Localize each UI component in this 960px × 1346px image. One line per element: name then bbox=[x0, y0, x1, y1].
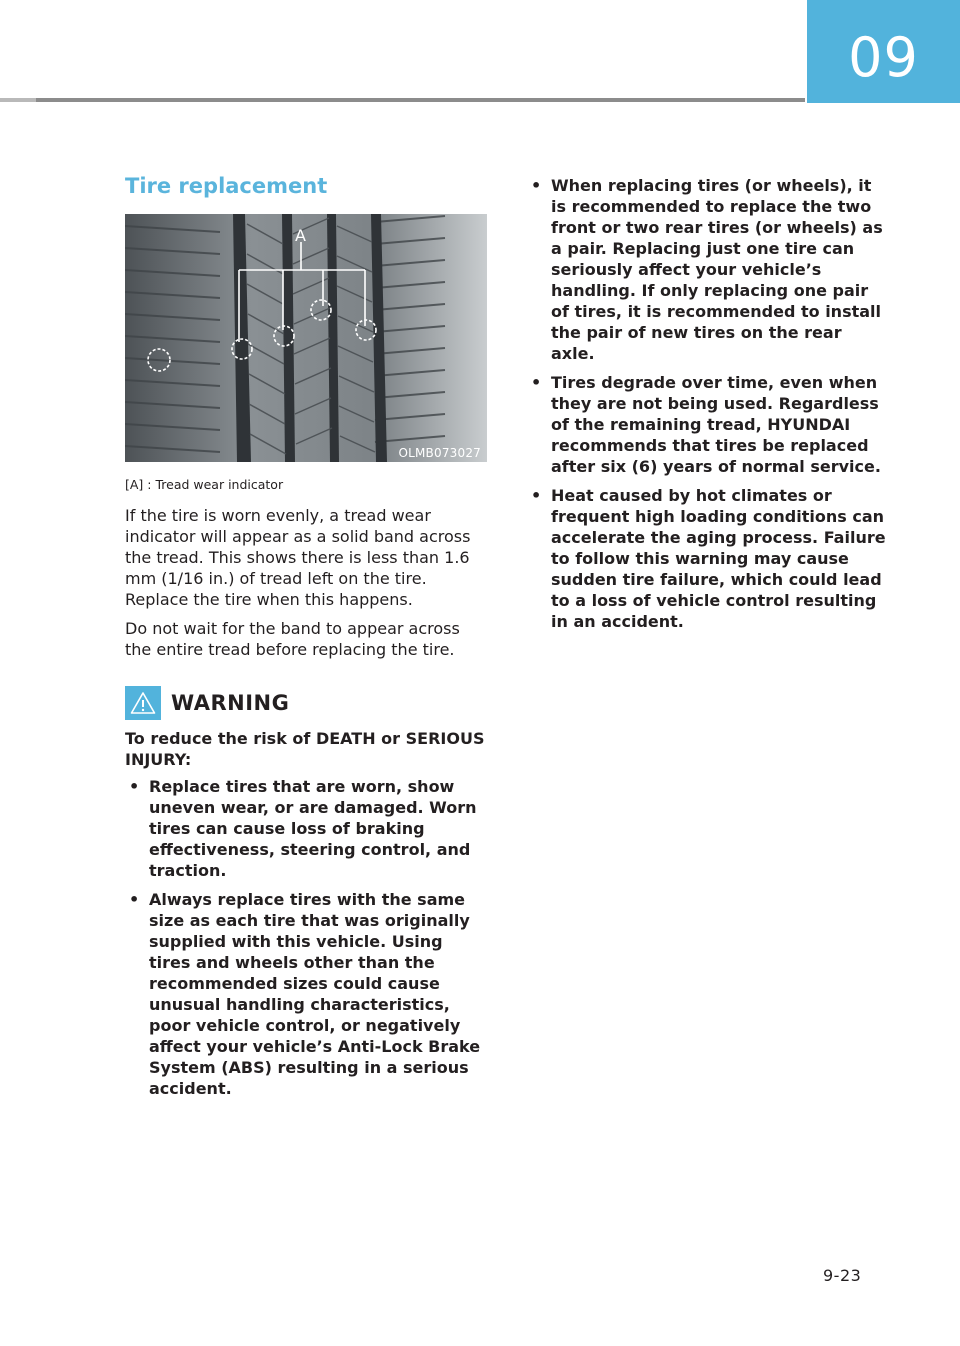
list-item-text: Replace tires that are worn, show uneven wear, or are damaged. Worn tires can cause loss of braking effectiveness, steering control, and traction. bbox=[149, 777, 477, 880]
body-paragraph: Do not wait for the band to appear across the entire tread before replacing the tire. bbox=[125, 619, 460, 659]
callout-label: A bbox=[295, 226, 306, 245]
chapter-tab bbox=[807, 0, 960, 103]
list-item: • Heat caused by hot climates or frequent high loading conditions can accelerate the aging process. Failure to follow this warning may cause sudden tire failure, which could lead to a loss of vehicle control resulting in an accident. bbox=[531, 486, 886, 631]
list-item: • Replace tires that are worn, show uneven wear, or are damaged. Worn tires can cause loss of braking effectiveness, steering control, and traction. bbox=[129, 777, 477, 880]
page-number: 9-23 bbox=[823, 1266, 862, 1285]
warning-triangle-icon bbox=[125, 686, 161, 720]
list-item: • Always replace tires with the same size as each tire that was originally supplied with this vehicle. Using tires and wheels other than the recommended sizes could cause unusual handling characteristics, poor vehicle control, or negatively affect your vehicle’s Anti-Lock Brake System (ABS) resulting in a serious accident. bbox=[129, 890, 481, 1098]
figure-caption: [A] : Tread wear indicator bbox=[125, 477, 284, 492]
list-item: • Tires degrade over time, even when they are not being used. Regardless of the remaining tread, HYUNDAI recommends that tires be replaced after six (6) years of normal service. bbox=[531, 373, 881, 476]
list-item-text: Always replace tires with the same size as each tire that was originally supplied with this vehicle. Using tires and wheels other than the recommended sizes could cause unusual handling characteristics, poor vehicle control, or negatively affect your vehicle’s Anti-Lock Brake System (ABS) resulting in a serious accident. bbox=[149, 890, 481, 1098]
list-item-text: Tires degrade over time, even when they are not being used. Regardless of the remaining tread, HYUNDAI recommends that tires be replaced after six (6) years of normal service. bbox=[551, 373, 881, 476]
tire-tread-illustration bbox=[125, 214, 487, 462]
list-item: • When replacing tires (or wheels), it is recommended to replace the two front or two rear tires (or wheels) as a pair. Replacing just one tire can seriously affect your vehicle’s handling. If only replacing one pair of tires, it is recommended to install the pair of new tires on the rear axle. bbox=[531, 176, 883, 363]
left-column bbox=[125, 170, 488, 1107]
warning-bullet-list bbox=[125, 776, 488, 1099]
warning-label: WARNING bbox=[171, 691, 290, 715]
body-paragraph: If the tire is worn evenly, a tread wear indicator will appear as a solid band across the tread. This shows there is less than 1.6 mm (1/16 in.) of tread left on the tire. Replace the tire when this happens. bbox=[125, 506, 471, 609]
list-item-text: When replacing tires (or wheels), it is recommended to replace the two front or two rear tires (or wheels) as a pair. Replacing just one tire can seriously affect your vehicle’s handling. If only replacing one pair of tires, it is recommended to install the pair of new tires on the rear axle. bbox=[551, 176, 883, 363]
figure-code: OLMB073027 bbox=[398, 446, 481, 460]
header-rule bbox=[0, 98, 805, 102]
section-title: Tire replacement bbox=[125, 174, 328, 198]
warning-bullet-list-continued bbox=[527, 175, 889, 632]
right-column bbox=[527, 175, 889, 640]
warning-intro: To reduce the risk of DEATH or SERIOUS INJURY: bbox=[125, 729, 485, 769]
list-item-text: Heat caused by hot climates or frequent high loading conditions can accelerate the aging process. Failure to follow this warning may cause sudden tire failure, which could lead to a loss of vehicle control resulting in an accident. bbox=[551, 486, 886, 631]
warning-header bbox=[125, 686, 488, 720]
tire-tread-photo bbox=[125, 214, 487, 462]
chapter-number: 09 bbox=[848, 26, 919, 89]
